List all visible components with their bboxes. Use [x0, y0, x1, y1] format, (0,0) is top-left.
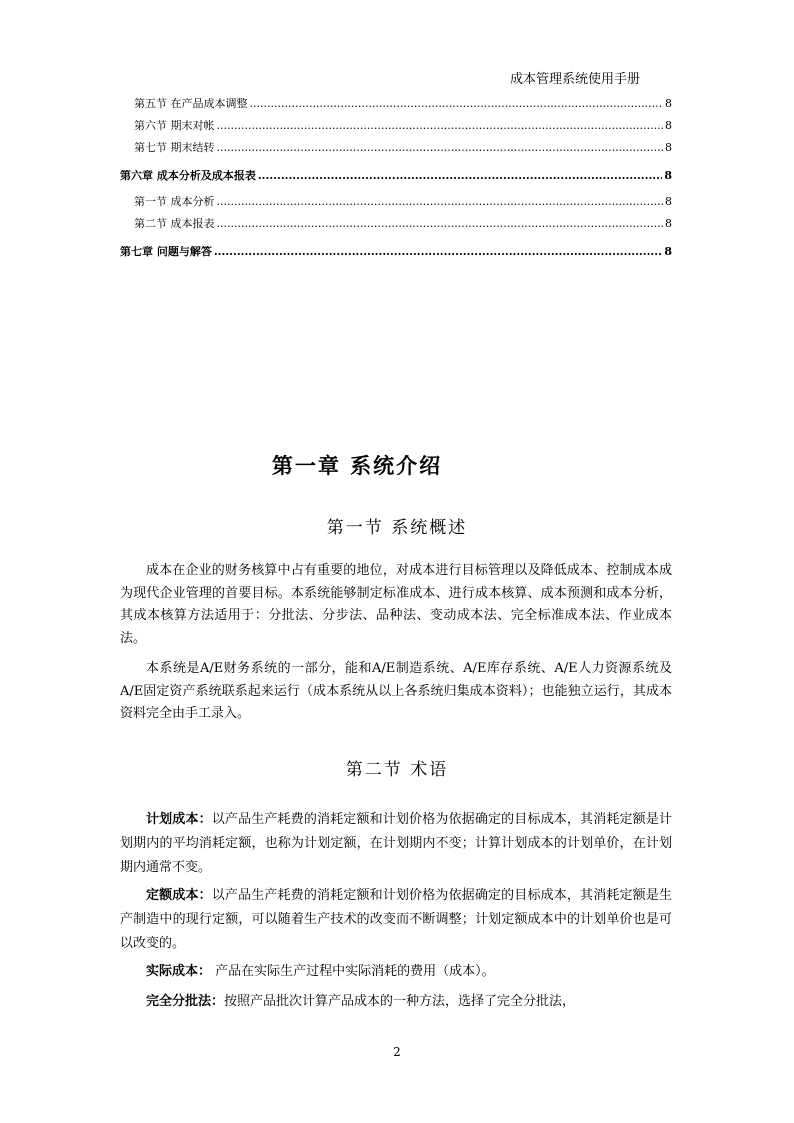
toc-entry-title: 第二节 成本报表: [134, 218, 215, 230]
toc-leader-dots: [217, 120, 664, 132]
term-definition: [120, 960, 672, 984]
toc-entry-page: 8: [665, 218, 672, 230]
toc-leader-dots: [217, 142, 664, 154]
page-number: 2: [393, 1045, 401, 1059]
toc-entry-page: 8: [665, 196, 672, 208]
term-text: 以产品生产耗费的消耗定额和计划价格为依据确定的目标成本，其消耗定额是生产制造中的现行定额，可以随着生产技术的改变而不断调整；计划定额成本中的计划单价也是可以改变的。: [120, 888, 672, 951]
toc-entry-title: 第六章 成本分析及成本报表: [120, 170, 256, 182]
toc-entry[interactable]: [120, 196, 672, 208]
term-text: 按照产品批次计算产品成本的一种方法，选择了完全分批法，: [224, 994, 576, 1009]
term-label: 实际成本：: [146, 964, 212, 979]
term-definition: [120, 884, 672, 956]
term-label: 定额成本：: [146, 888, 212, 903]
toc-entry-page: 8: [664, 246, 672, 258]
term-definition: [120, 808, 672, 880]
toc-entry-page: 8: [665, 120, 672, 132]
toc-entry-page: 8: [665, 98, 672, 110]
running-header: 成本管理系统使用手册: [510, 72, 641, 87]
toc-entry[interactable]: [120, 246, 672, 258]
toc-entry[interactable]: [120, 170, 672, 182]
term-label: 完全分批法：: [146, 994, 225, 1009]
chapter-title: 第一章 系统介绍: [271, 454, 443, 478]
toc-entry-page: 8: [665, 142, 672, 154]
toc-leader-dots: [214, 246, 663, 258]
table-of-contents: [120, 98, 672, 258]
toc-entry-title: 第七节 期末结转: [134, 142, 215, 154]
toc-entry-title: 第一节 成本分析: [134, 196, 215, 208]
toc-entry-title: 第六节 期末对帐: [134, 120, 215, 132]
section-title: 第一节 系统概述: [326, 518, 468, 538]
term-label: 计划成本：: [146, 812, 212, 827]
body-paragraph: 成本在企业的财务核算中占有重要的地位，对成本进行目标管理以及降低成本、控制成本成为现代企业管理的首要目标。本系统能够制定标准成本、进行成本核算、成本预测和成本分析，其成本核算方法适用于：分批法、分步法、品种法、变动成本法、完全标准成本法、作业成本法。: [120, 563, 672, 646]
section-title: 第二节 术语: [345, 760, 449, 780]
term-definition: [120, 990, 672, 1014]
toc-leader-dots: [217, 218, 664, 230]
term-text: 以产品生产耗费的消耗定额和计划价格为依据确定的目标成本，其消耗定额是计划期内的平均消耗定额，也称为计划定额，在计划期内不变；计算计划成本的计划单价，在计划期内通常不变。: [120, 812, 672, 875]
toc-leader-dots: [258, 170, 663, 182]
toc-leader-dots: [217, 196, 664, 208]
toc-entry[interactable]: [120, 218, 672, 230]
toc-leader-dots: [250, 98, 664, 110]
toc-entry-page: 8: [664, 170, 672, 182]
toc-entry-title: 第七章 问题与解答: [120, 246, 212, 258]
toc-entry[interactable]: [120, 98, 672, 110]
body-paragraph: 本系统是A/E财务系统的一部分，能和A/E制造系统、A/E库存系统、A/E人力资源系统及A/E固定资产系统联系起来运行（成本系统从以上各系统归集成本资料）；也能独立运行，其成本资料完全由手工录入。: [120, 661, 672, 721]
toc-entry-title: 第五节 在产品成本调整: [134, 98, 248, 110]
toc-entry[interactable]: [120, 142, 672, 154]
term-text: 产品在实际生产过程中实际消耗的费用（成本）。: [211, 964, 495, 979]
toc-entry[interactable]: [120, 120, 672, 132]
